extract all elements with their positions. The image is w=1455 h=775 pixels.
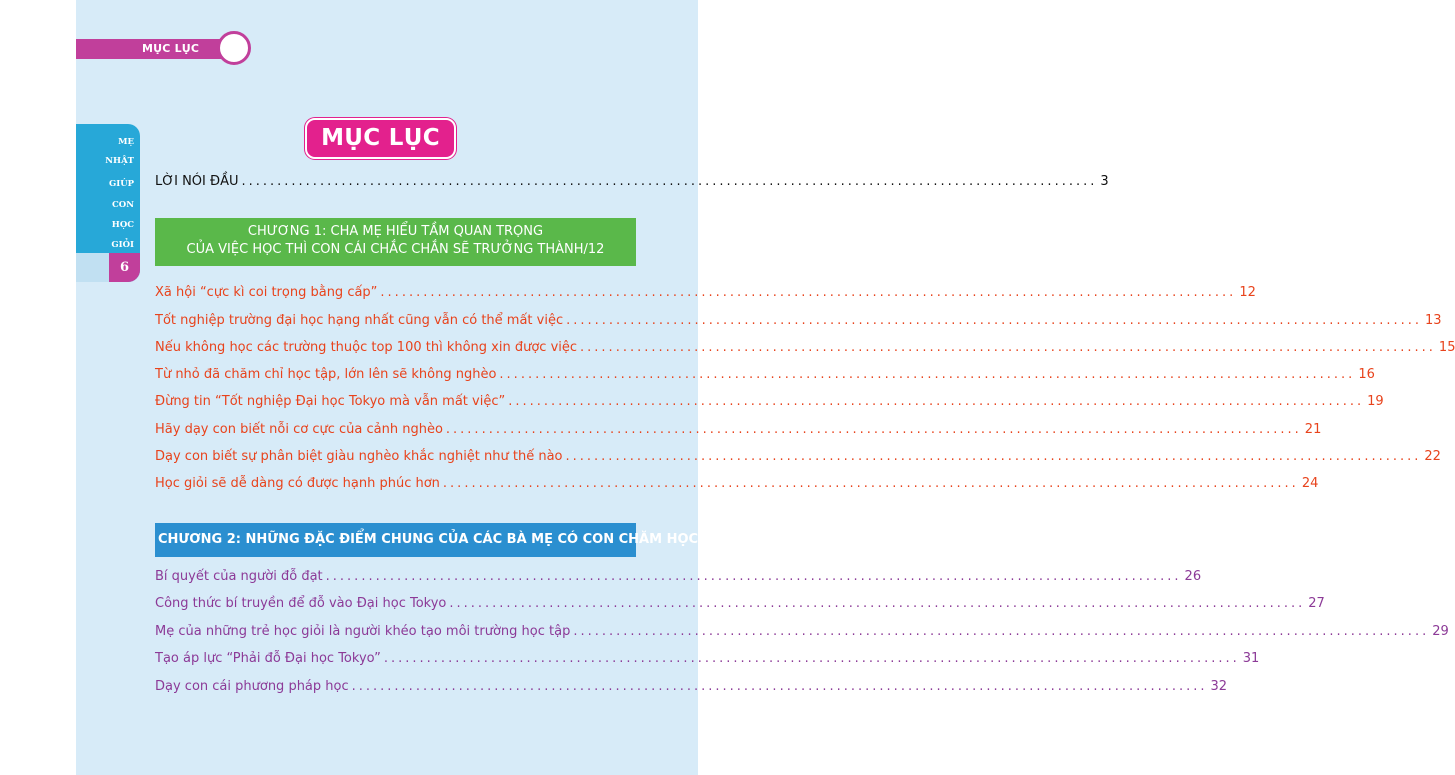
toc-entry-label: Mẹ của những trẻ học giỏi là người khéo tạo môi trường học tập [155, 624, 571, 639]
toc-entry-label: Xã hội “cực kì coi trọng bằng cấp” [155, 285, 378, 300]
toc-entry-label: Dạy con biết sự phân biệt giàu nghèo khắc nghiệt như thế nào [155, 449, 563, 464]
toc-leader-dots: ........................................................................................................................ [445, 422, 1302, 437]
chapter-2-banner[interactable] [155, 523, 721, 557]
toc-entry-label: Bí quyết của người đỗ đạt [155, 569, 323, 584]
toc-leader-dots: ........................................................................................................................ [565, 449, 1422, 464]
toc-entry-label: Công thức bí truyền để đỗ vào Đại học Tokyo [155, 596, 447, 611]
toc-entry-label: LỜI NÓI ĐẦU [155, 174, 239, 189]
toc-leader-dots: ........................................................................................................................ [241, 174, 1098, 189]
side-tab-word: MẸ [118, 137, 134, 147]
toc-leader-dots: ........................................................................................................................ [449, 596, 1306, 611]
toc-entry[interactable] [155, 284, 1256, 302]
toc-entry[interactable] [155, 366, 1375, 384]
toc-entry-page: 29 [1432, 624, 1449, 639]
chapter-2-title: CHƯƠNG 2: NHỮNG ĐẶC ĐIỂM CHUNG CỦA CÁC BÀ MẸ CÓ CON CHĂM HỌC/26 [158, 532, 721, 547]
section-header [76, 39, 238, 59]
header-circle-ornament [217, 31, 251, 65]
toc-entry[interactable] [155, 393, 1384, 411]
toc-entry-label: Dạy con cái phương pháp học [155, 679, 349, 694]
toc-entry[interactable] [155, 339, 1455, 357]
toc-entry-page: 13 [1425, 313, 1442, 328]
toc-entry-label: Nếu không học các trường thuộc top 100 thì không xin được việc [155, 340, 578, 355]
toc-leader-dots: ........................................................................................................................ [566, 313, 1422, 328]
toc-leader-dots: ........................................................................................................................ [580, 340, 1436, 355]
page-number: 6 [109, 253, 140, 282]
toc-entry-label: Tốt nghiệp trường đại học hạng nhất cũng vẫn có thể mất việc [155, 313, 564, 328]
side-tab-word: CON [112, 200, 134, 210]
toc-entry-label: Hãy dạy con biết nỗi cơ cực của cảnh nghèo [155, 422, 443, 437]
toc-entry-page: 19 [1367, 394, 1384, 409]
section-header-label: MỤC LỤC [142, 42, 200, 55]
side-tab-word: GIỎI [111, 240, 134, 250]
chapter-1-banner[interactable] [155, 218, 636, 266]
side-tab-word: NHẬT [105, 156, 134, 166]
toc-entry-label: Đừng tin “Tốt nghiệp Đại học Tokyo mà vẫn mất việc” [155, 394, 506, 409]
toc-leader-dots: ........................................................................................................................ [573, 624, 1430, 639]
side-tab [76, 124, 140, 282]
toc-entry-page: 31 [1242, 651, 1260, 666]
toc-entry-label: Từ nhỏ đã chăm chỉ học tập, lớn lên sẽ không nghèo [155, 367, 497, 382]
toc-entry-page: 21 [1304, 422, 1322, 437]
toc-entry[interactable] [155, 421, 1322, 439]
toc-entry[interactable] [155, 448, 1441, 466]
toc-leader-dots: ........................................................................................................................ [383, 651, 1240, 666]
toc-entry-page: 16 [1358, 367, 1375, 382]
toc-entry-page: 27 [1308, 596, 1325, 611]
toc-entry-page: 3 [1100, 174, 1109, 189]
toc-leader-dots: ........................................................................................................................ [351, 679, 1208, 694]
toc-leader-dots: ........................................................................................................................ [499, 367, 1356, 382]
chapter-1-title-line1: CHƯƠNG 1: CHA MẸ HIỂU TẦM QUAN TRỌNG [247, 224, 544, 239]
page-title: MỤC LỤC [305, 118, 456, 159]
toc-entry[interactable] [155, 595, 1325, 613]
toc-leader-dots: ........................................................................................................................ [442, 476, 1299, 491]
toc-entry[interactable] [155, 312, 1442, 330]
toc-entry-page: 22 [1424, 449, 1441, 464]
toc-entry[interactable] [155, 568, 1202, 586]
toc-entry-label: Học giỏi sẽ dễ dàng có được hạnh phúc hơn [155, 476, 440, 491]
toc-entry-page: 32 [1210, 679, 1228, 694]
side-tab-word: HỌC [111, 220, 134, 230]
toc-entry-page: 12 [1239, 285, 1256, 300]
toc-entry[interactable] [155, 623, 1449, 641]
toc-entry-page: 24 [1301, 476, 1319, 491]
toc-leader-dots: ........................................................................................................................ [325, 569, 1182, 584]
chapter-1-title-line2: CỦA VIỆC HỌC THÌ CON CÁI CHẮC CHẮN SẼ TRƯỞNG THÀNH/12 [186, 242, 605, 257]
toc-entry-page: 26 [1184, 569, 1202, 584]
side-tab-word: GIÚP [108, 179, 134, 189]
toc-leader-dots: ........................................................................................................................ [508, 394, 1365, 409]
toc-entry[interactable] [155, 650, 1260, 668]
toc-entry-label: Tạo áp lực “Phải đỗ Đại học Tokyo” [155, 651, 381, 666]
toc-leader-dots: ........................................................................................................................ [380, 285, 1237, 300]
toc-entry-page: 15 [1438, 340, 1455, 355]
toc-entry[interactable] [155, 678, 1228, 696]
toc-entry-preface[interactable] [155, 173, 1109, 191]
page-number-box [76, 253, 140, 282]
toc-entry[interactable] [155, 475, 1319, 493]
